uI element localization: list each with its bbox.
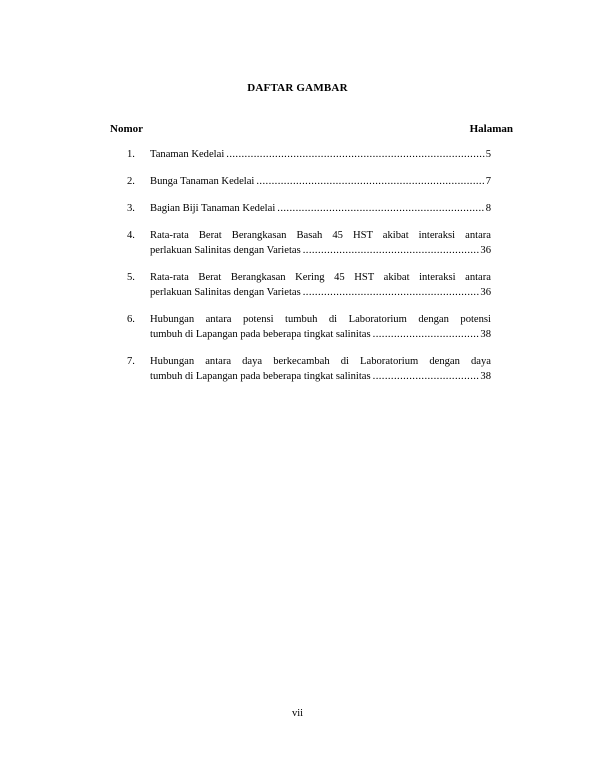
entry-number: 5. (127, 272, 135, 283)
list-item (127, 147, 491, 162)
entry-line (150, 174, 491, 189)
entry-title: tumbuh di Lapangan pada beberapa tingkat salinitas (150, 329, 371, 340)
entry-page-number: 38 (480, 371, 491, 382)
list-item (127, 228, 491, 258)
entry-number: 7. (127, 356, 135, 367)
entry-page-number: 38 (480, 329, 491, 340)
entry-line (150, 201, 491, 216)
entry-line (150, 285, 491, 300)
dot-leader (373, 327, 480, 342)
entry-title: tumbuh di Lapangan pada beberapa tingkat salinitas (150, 371, 371, 382)
entry-line (150, 369, 491, 384)
entry-number: 4. (127, 230, 135, 241)
entry-title-first-line: Hubungan antara daya berkecambah di Laboratorium dengan daya (150, 356, 491, 367)
entry-number: 6. (127, 314, 135, 325)
entry-number: 3. (127, 203, 135, 214)
entry-title: perlakuan Salinitas dengan Varietas (150, 245, 301, 256)
page-number: vii (291, 708, 304, 719)
entry-body (150, 270, 491, 300)
entry-page-number: 5 (485, 149, 491, 160)
list-item (127, 312, 491, 342)
entry-body (150, 354, 491, 384)
list-item (127, 270, 491, 300)
entry-body (150, 201, 491, 216)
list-item (127, 201, 491, 216)
entry-number: 2. (127, 176, 135, 187)
entry-body (150, 312, 491, 342)
entry-title: perlakuan Salinitas dengan Varietas (150, 287, 301, 298)
dot-leader (256, 174, 484, 189)
entry-title: Bagian Biji Tanaman Kedelai (150, 203, 276, 214)
entry-line (150, 243, 491, 258)
entry-body (150, 228, 491, 258)
dot-leader (226, 147, 484, 162)
figure-list (127, 147, 491, 396)
page-title: DAFTAR GAMBAR (247, 82, 348, 94)
list-item (127, 354, 491, 384)
column-header-nomor: Nomor (110, 123, 143, 135)
dot-leader (373, 369, 480, 384)
entry-page-number: 36 (480, 287, 491, 298)
entry-body (150, 174, 491, 189)
entry-number: 1. (127, 149, 135, 160)
entry-title: Tanaman Kedelai (150, 149, 225, 160)
dot-leader (277, 201, 484, 216)
entry-line (150, 147, 491, 162)
entry-title-first-line: Rata-rata Berat Berangkasan Basah 45 HST akibat interaksi antara (150, 230, 491, 241)
entry-page-number: 36 (480, 245, 491, 256)
entry-title-first-line: Hubungan antara potensi tumbuh di Laboratorium dengan potensi (150, 314, 491, 325)
entry-line (150, 327, 491, 342)
entry-title: Bunga Tanaman Kedelai (150, 176, 255, 187)
column-header-halaman: Halaman (469, 123, 513, 135)
entry-page-number: 8 (485, 203, 491, 214)
entry-body (150, 147, 491, 162)
dot-leader (303, 285, 480, 300)
list-item (127, 174, 491, 189)
entry-title-first-line: Rata-rata Berat Berangkasan Kering 45 HST akibat interaksi antara (150, 272, 491, 283)
entry-page-number: 7 (485, 176, 491, 187)
dot-leader (303, 243, 480, 258)
